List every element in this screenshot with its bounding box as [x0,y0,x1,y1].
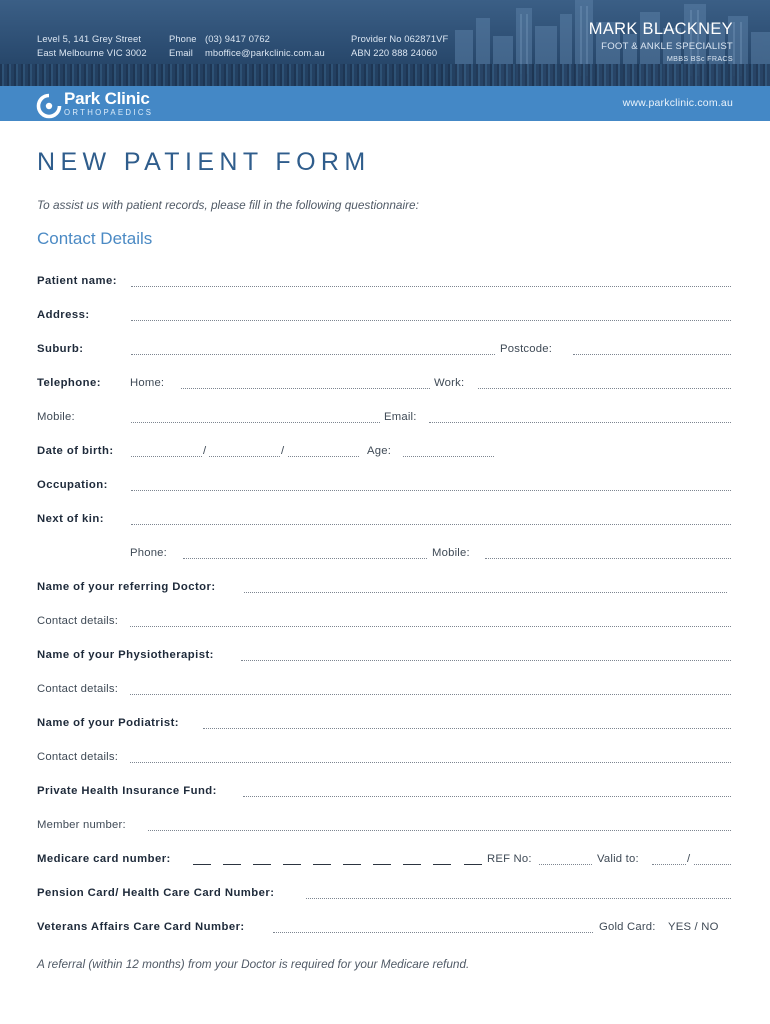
brand-subtitle: ORTHOPAEDICS [64,108,154,117]
kin-mobile-label: Mobile: [432,547,470,559]
insurance-field[interactable] [243,796,731,797]
referring-contact-field[interactable] [130,626,731,627]
provider-info [351,32,448,60]
podiatrist-field[interactable] [203,728,731,729]
email-field[interactable] [429,422,731,423]
medicare-digit-field[interactable] [464,864,482,865]
doctor-specialty: FOOT & ANKLE SPECIALIST [601,41,733,52]
phone-label: Phone [169,33,197,44]
physio-label: Name of your Physiotherapist: [37,649,214,661]
mobile-label: Mobile: [37,411,75,423]
row-suburb [0,343,770,363]
email-label: Email: [384,411,417,423]
row-telephone [0,377,770,397]
medicare-digit-field[interactable] [283,864,301,865]
row-patient-name [0,275,770,295]
row-next-of-kin [0,513,770,533]
medicare-digit-field[interactable] [343,864,361,865]
brand-name: Park Clinic [64,89,150,108]
abn-number: ABN 220 888 24060 [351,47,438,58]
kin-phone-label: Phone: [130,547,168,559]
member-number-field[interactable] [148,830,731,831]
row-insurance [0,785,770,805]
patient-name-label: Patient name: [37,275,117,287]
next-of-kin-label: Next of kin: [37,513,104,525]
occupation-field[interactable] [131,490,731,491]
veterans-label: Veterans Affairs Care Card Number: [37,921,245,933]
row-occupation [0,479,770,499]
park-clinic-logo-icon [36,93,62,119]
dob-month-field[interactable] [209,456,280,457]
home-phone-field[interactable] [181,388,430,389]
veterans-field[interactable] [273,932,593,933]
row-physiotherapist [0,649,770,669]
dob-day-field[interactable] [131,456,202,457]
page-title: NEW PATIENT FORM [37,148,371,176]
patient-name-field[interactable] [131,286,731,287]
medicare-digit-field[interactable] [223,864,241,865]
medicare-digit-field[interactable] [373,864,391,865]
website-link[interactable]: www.parkclinic.com.au [622,97,733,109]
pension-field[interactable] [306,898,731,899]
gold-card-label: Gold Card: [599,921,656,933]
medicare-label: Medicare card number: [37,853,171,865]
mobile-field[interactable] [131,422,380,423]
postcode-field[interactable] [573,354,731,355]
podiatrist-label: Name of your Podiatrist: [37,717,179,729]
podiatrist-contact-field[interactable] [130,762,731,763]
physio-contact-field[interactable] [130,694,731,695]
row-date-of-birth [0,445,770,465]
dob-separator: / [203,445,207,457]
age-label: Age: [367,445,392,457]
row-veterans [0,921,770,941]
medicare-digit-field[interactable] [193,864,211,865]
valid-to-separator: / [687,853,691,865]
email-label: Email [169,47,193,58]
suburb-field[interactable] [131,354,495,355]
postcode-label: Postcode: [500,343,553,355]
contact-values [205,32,325,60]
phone-value: (03) 9417 0762 [205,33,270,44]
doctor-name: MARK BLACKNEY [588,20,733,38]
member-number-label: Member number: [37,819,126,831]
valid-to-label: Valid to: [597,853,639,865]
referring-doctor-field[interactable] [244,592,727,593]
row-mobile [0,411,770,431]
dob-label: Date of birth: [37,445,114,457]
work-phone-field[interactable] [478,388,731,389]
ref-no-field[interactable] [539,864,592,865]
row-physio-contact [0,683,770,703]
medicare-digit-field[interactable] [433,864,451,865]
physio-contact-label: Contact details: [37,683,119,695]
address-line-1: Level 5, 141 Grey Street [37,33,142,44]
intro-text: To assist us with patient records, please fill in the following questionnaire: [37,198,419,212]
next-of-kin-field[interactable] [131,524,731,525]
letterhead [0,0,770,86]
suburb-label: Suburb: [37,343,84,355]
contact-labels [169,32,197,60]
clinic-address [37,32,147,60]
dob-separator: / [281,445,285,457]
address-field[interactable] [131,320,731,321]
occupation-label: Occupation: [37,479,108,491]
doctor-qualifications: MBBS BSc FRACS [666,54,733,63]
telephone-label: Telephone: [37,377,101,389]
row-podiatrist [0,717,770,737]
email-value: mboffice@parkclinic.com.au [205,47,325,58]
referring-doctor-label: Name of your referring Doctor: [37,581,216,593]
home-phone-label: Home: [130,377,165,389]
medicare-digit-field[interactable] [253,864,271,865]
address-label: Address: [37,309,90,321]
row-referring-doctor [0,581,770,601]
age-field[interactable] [403,456,494,457]
row-referring-contact [0,615,770,635]
referring-contact-label: Contact details: [37,615,119,627]
work-phone-label: Work: [434,377,465,389]
row-address [0,309,770,329]
row-medicare [0,853,770,873]
pension-label: Pension Card/ Health Care Card Number: [37,887,275,899]
valid-to-month-field[interactable] [652,864,686,865]
grass-texture [0,64,770,86]
row-member-number [0,819,770,839]
gold-card-options[interactable]: YES / NO [668,921,719,933]
referral-note: A referral (within 12 months) from your Doctor is required for your Medicare refund. [37,957,470,971]
physio-field[interactable] [241,660,731,661]
valid-to-year-field[interactable] [694,864,731,865]
podiatrist-contact-label: Contact details: [37,751,119,763]
insurance-label: Private Health Insurance Fund: [37,785,217,797]
dob-year-field[interactable] [288,456,359,457]
kin-mobile-field[interactable] [485,558,731,559]
section-heading-contact-details: Contact Details [37,229,153,248]
medicare-digit-field[interactable] [313,864,331,865]
kin-phone-field[interactable] [183,558,427,559]
ref-no-label: REF No: [487,853,532,865]
row-pension [0,887,770,907]
address-line-2: East Melbourne VIC 3002 [37,47,147,58]
brand-band [0,86,770,121]
row-kin-phone [0,547,770,567]
medicare-digit-field[interactable] [403,864,421,865]
provider-number: Provider No 062871VF [351,33,449,44]
row-podiatrist-contact [0,751,770,771]
